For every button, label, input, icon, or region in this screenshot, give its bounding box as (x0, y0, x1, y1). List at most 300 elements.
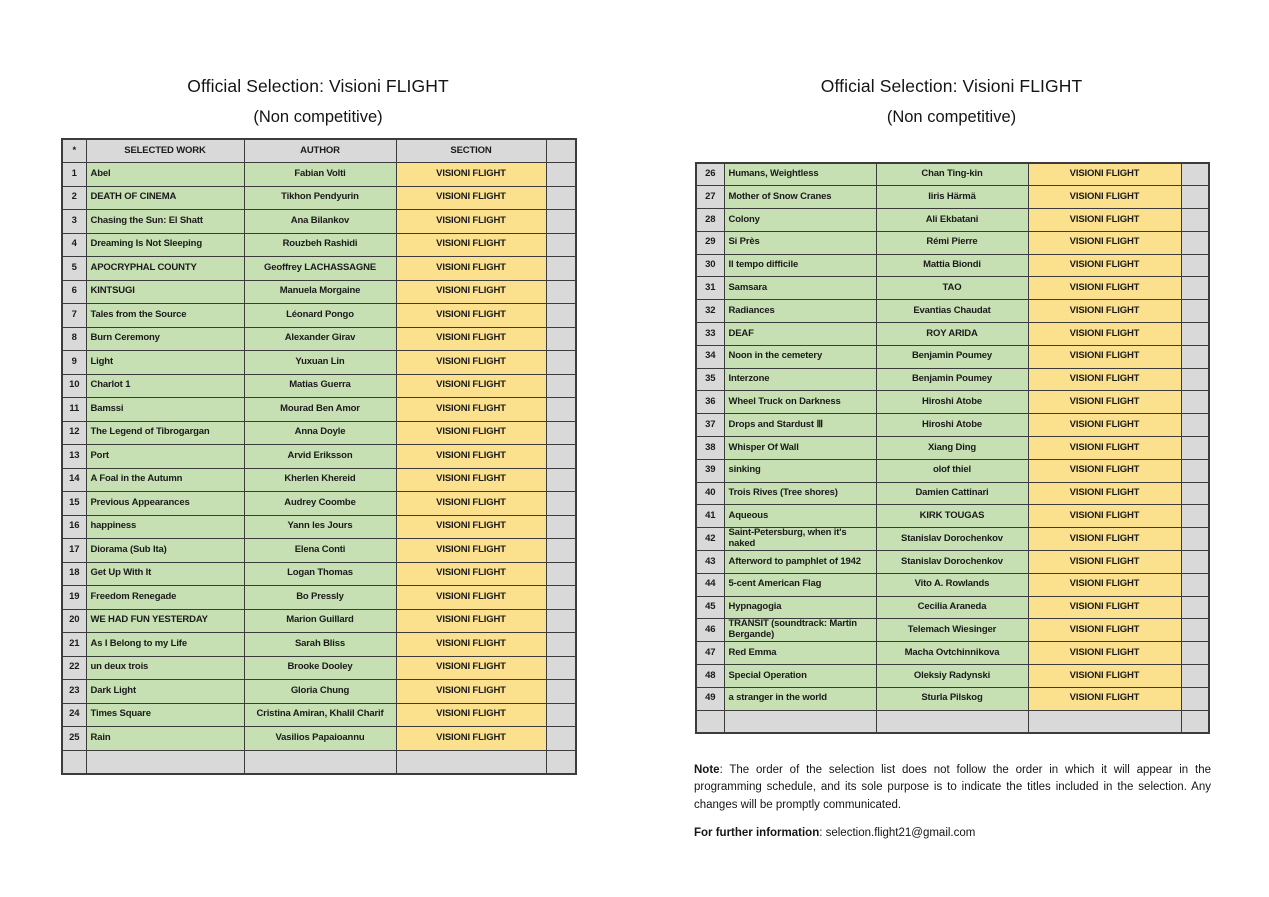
spacer-cell (1181, 391, 1209, 414)
table-row (696, 482, 1209, 505)
author-cell: Stanislav Dorochenkov (876, 551, 1028, 574)
table-row (696, 596, 1209, 619)
row-number-cell: 28 (696, 209, 724, 232)
table-row (696, 368, 1209, 391)
spacer-cell (546, 656, 576, 680)
author-cell: Hiroshi Atobe (876, 414, 1028, 437)
empty-cell (876, 710, 1028, 733)
work-cell: Freedom Renegade (86, 586, 244, 610)
contact-label: For further information (694, 826, 820, 839)
section-cell: VISIONI FLIGHT (1028, 391, 1181, 414)
empty-cell (696, 710, 724, 733)
spacer-cell (546, 280, 576, 304)
spacer-cell (546, 727, 576, 751)
spacer-cell (546, 374, 576, 398)
section-cell: VISIONI FLIGHT (396, 492, 546, 516)
author-cell: Mattia Biondi (876, 254, 1028, 277)
table-row (62, 680, 576, 704)
row-number-cell: 3 (62, 210, 86, 234)
row-number-cell: 1 (62, 163, 86, 187)
author-cell: Sarah Bliss (244, 633, 396, 657)
spacer-cell (546, 586, 576, 610)
row-number-cell: 36 (696, 391, 724, 414)
footer-note (694, 762, 1211, 842)
section-cell: VISIONI FLIGHT (396, 280, 546, 304)
author-cell: Yann les Jours (244, 515, 396, 539)
work-cell: Tales from the Source (86, 304, 244, 328)
table-row (62, 445, 576, 469)
row-number-cell: 26 (696, 163, 724, 186)
row-number-cell: 30 (696, 254, 724, 277)
author-cell: Hiroshi Atobe (876, 391, 1028, 414)
work-cell: 5-cent American Flag (724, 573, 876, 596)
work-cell: Wheel Truck on Darkness (724, 391, 876, 414)
spacer-cell (1181, 687, 1209, 710)
table-row (62, 280, 576, 304)
selection-table-right (695, 162, 1210, 734)
row-number-cell: 39 (696, 459, 724, 482)
work-cell: Diorama (Sub Ita) (86, 539, 244, 563)
work-cell: Radiances (724, 300, 876, 323)
author-cell: Stanislav Dorochenkov (876, 528, 1028, 551)
work-cell: Si Près (724, 231, 876, 254)
spacer-cell (546, 233, 576, 257)
work-cell: Rain (86, 727, 244, 751)
spacer-cell (546, 398, 576, 422)
spacer-cell (546, 468, 576, 492)
author-cell: Damien Cattinari (876, 482, 1028, 505)
table-row (696, 345, 1209, 368)
spacer-cell (546, 515, 576, 539)
row-number-cell: 31 (696, 277, 724, 300)
section-cell: VISIONI FLIGHT (396, 186, 546, 210)
table-row (696, 277, 1209, 300)
work-cell: Get Up With It (86, 562, 244, 586)
table-row (696, 163, 1209, 186)
author-cell: Audrey Coombe (244, 492, 396, 516)
work-cell: Port (86, 445, 244, 469)
spacer-cell (546, 445, 576, 469)
table-row (62, 609, 576, 633)
spacer-cell (546, 703, 576, 727)
empty-cell (244, 750, 396, 774)
spacer-cell (546, 351, 576, 375)
work-cell: Previous Appearances (86, 492, 244, 516)
table-row (696, 437, 1209, 460)
row-number-cell: 23 (62, 680, 86, 704)
section-cell: VISIONI FLIGHT (396, 515, 546, 539)
row-number-cell: 12 (62, 421, 86, 445)
row-number-cell: 9 (62, 351, 86, 375)
row-number-cell: 46 (696, 619, 724, 642)
row-number-cell: 19 (62, 586, 86, 610)
author-cell: Tikhon Pendyurin (244, 186, 396, 210)
row-number-cell: 29 (696, 231, 724, 254)
row-number-cell: 24 (62, 703, 86, 727)
section-cell: VISIONI FLIGHT (1028, 528, 1181, 551)
work-cell: Afterword to pamphlet of 1942 (724, 551, 876, 574)
row-number-cell: 25 (62, 727, 86, 751)
author-cell: olof thiel (876, 459, 1028, 482)
left-page-subtitle: (Non competitive) (253, 108, 383, 126)
empty-row (62, 750, 576, 774)
work-cell: a stranger in the world (724, 687, 876, 710)
section-cell: VISIONI FLIGHT (1028, 186, 1181, 209)
section-cell: VISIONI FLIGHT (396, 374, 546, 398)
section-cell: VISIONI FLIGHT (396, 421, 546, 445)
work-cell: Chasing the Sun: El Shatt (86, 210, 244, 234)
section-cell: VISIONI FLIGHT (396, 633, 546, 657)
spacer-cell (546, 609, 576, 633)
author-cell: Xiang Ding (876, 437, 1028, 460)
table-row (62, 586, 576, 610)
section-cell: VISIONI FLIGHT (396, 233, 546, 257)
empty-cell (62, 750, 86, 774)
spacer-cell (546, 257, 576, 281)
row-number-cell: 14 (62, 468, 86, 492)
work-cell: A Foal in the Autumn (86, 468, 244, 492)
author-cell: TAO (876, 277, 1028, 300)
empty-cell (546, 750, 576, 774)
table-row (62, 562, 576, 586)
work-cell: Burn Ceremony (86, 327, 244, 351)
author-cell: Brooke Dooley (244, 656, 396, 680)
row-number-cell: 33 (696, 323, 724, 346)
row-number-cell: 16 (62, 515, 86, 539)
spacer-cell (546, 633, 576, 657)
table-row (696, 231, 1209, 254)
table-row (696, 687, 1209, 710)
note-label: Note (694, 764, 720, 776)
work-cell: Special Operation (724, 665, 876, 688)
section-cell: VISIONI FLIGHT (1028, 665, 1181, 688)
spacer-cell (1181, 528, 1209, 551)
spacer-cell (1181, 345, 1209, 368)
table-row (62, 257, 576, 281)
section-cell: VISIONI FLIGHT (1028, 345, 1181, 368)
row-number-cell: 48 (696, 665, 724, 688)
work-cell: DEAF (724, 323, 876, 346)
work-cell: DEATH OF CINEMA (86, 186, 244, 210)
table-row (696, 391, 1209, 414)
table-row (696, 300, 1209, 323)
row-number-cell: 15 (62, 492, 86, 516)
section-cell: VISIONI FLIGHT (1028, 573, 1181, 596)
note-text: : The order of the selection list does not follow the order in which it will appear in the programming schedule, and its sole purpose is to indicate the titles included in the selection. Any changes will be promptly communicated. (694, 764, 1211, 811)
author-cell: Anna Doyle (244, 421, 396, 445)
section-cell: VISIONI FLIGHT (1028, 231, 1181, 254)
author-cell: Matias Guerra (244, 374, 396, 398)
section-cell: VISIONI FLIGHT (396, 468, 546, 492)
author-cell: Benjamin Poumey (876, 345, 1028, 368)
author-cell: Oleksiy Radynski (876, 665, 1028, 688)
table-row (696, 642, 1209, 665)
table-row (62, 210, 576, 234)
row-number-cell: 8 (62, 327, 86, 351)
table-row (62, 327, 576, 351)
section-cell: VISIONI FLIGHT (1028, 459, 1181, 482)
work-cell: Dreaming Is Not Sleeping (86, 233, 244, 257)
row-number-cell: 44 (696, 573, 724, 596)
section-cell: VISIONI FLIGHT (396, 210, 546, 234)
work-cell: The Legend of Tibrogargan (86, 421, 244, 445)
section-cell: VISIONI FLIGHT (396, 257, 546, 281)
section-cell: VISIONI FLIGHT (396, 163, 546, 187)
table-row (62, 633, 576, 657)
row-number-cell: 38 (696, 437, 724, 460)
section-cell: VISIONI FLIGHT (1028, 551, 1181, 574)
section-cell: VISIONI FLIGHT (396, 445, 546, 469)
table-row (696, 505, 1209, 528)
table-row (62, 374, 576, 398)
row-number-cell: 37 (696, 414, 724, 437)
right-page-subtitle: (Non competitive) (886, 108, 1017, 126)
row-number-cell: 47 (696, 642, 724, 665)
work-cell: Dark Light (86, 680, 244, 704)
section-cell: VISIONI FLIGHT (1028, 687, 1181, 710)
spacer-cell (546, 492, 576, 516)
work-cell: Abel (86, 163, 244, 187)
table-header-row (62, 139, 576, 163)
section-cell: VISIONI FLIGHT (1028, 642, 1181, 665)
contact-line (694, 825, 1211, 842)
row-number-cell: 5 (62, 257, 86, 281)
work-cell: sinking (724, 459, 876, 482)
work-cell: Humans, Weightless (724, 163, 876, 186)
spacer-cell (1181, 300, 1209, 323)
author-cell: Rouzbeh Rashidi (244, 233, 396, 257)
author-cell: Ali Ekbatani (876, 209, 1028, 232)
author-cell: Macha Ovtchinnikova (876, 642, 1028, 665)
table-row (62, 186, 576, 210)
author-cell: Vasilios Papaioannu (244, 727, 396, 751)
row-number-cell: 20 (62, 609, 86, 633)
author-cell: Léonard Pongo (244, 304, 396, 328)
work-cell: Interzone (724, 368, 876, 391)
spacer-cell (546, 327, 576, 351)
spacer-cell (1181, 573, 1209, 596)
section-cell: VISIONI FLIGHT (1028, 596, 1181, 619)
section-cell: VISIONI FLIGHT (1028, 414, 1181, 437)
spacer-cell (1181, 368, 1209, 391)
row-number-cell: 13 (62, 445, 86, 469)
section-cell: VISIONI FLIGHT (396, 539, 546, 563)
author-cell: Logan Thomas (244, 562, 396, 586)
row-number-cell: 2 (62, 186, 86, 210)
table-row (62, 351, 576, 375)
section-cell: VISIONI FLIGHT (1028, 482, 1181, 505)
left-page-title: Official Selection: Visioni FLIGHT (187, 76, 449, 96)
spacer-cell (1181, 459, 1209, 482)
author-cell: Cecilia Araneda (876, 596, 1028, 619)
table-row (696, 551, 1209, 574)
section-cell: VISIONI FLIGHT (396, 398, 546, 422)
row-number-cell: 45 (696, 596, 724, 619)
work-cell: Times Square (86, 703, 244, 727)
section-cell: VISIONI FLIGHT (1028, 254, 1181, 277)
author-cell: Ana Bilankov (244, 210, 396, 234)
empty-cell (1028, 710, 1181, 733)
author-cell: Sturla Pilskog (876, 687, 1028, 710)
work-cell: Samsara (724, 277, 876, 300)
table-row (62, 398, 576, 422)
section-cell: VISIONI FLIGHT (1028, 437, 1181, 460)
work-cell: Drops and Stardust Ⅲ (724, 414, 876, 437)
spacer-cell (1181, 437, 1209, 460)
table-row (62, 539, 576, 563)
spacer-cell (546, 539, 576, 563)
work-cell: Hypnagogia (724, 596, 876, 619)
table-row (696, 573, 1209, 596)
work-cell: KINTSUGI (86, 280, 244, 304)
section-cell: VISIONI FLIGHT (396, 703, 546, 727)
author-cell: Marion Guillard (244, 609, 396, 633)
table-row (62, 727, 576, 751)
author-cell: Manuela Morgaine (244, 280, 396, 304)
selection-table-left (61, 138, 577, 775)
table-row (696, 254, 1209, 277)
spacer-cell (546, 186, 576, 210)
author-cell: Rémi Pierre (876, 231, 1028, 254)
section-cell: VISIONI FLIGHT (396, 680, 546, 704)
work-cell: Charlot 1 (86, 374, 244, 398)
spacer-cell (1181, 596, 1209, 619)
spacer-cell (1181, 619, 1209, 642)
author-cell: Alexander Girav (244, 327, 396, 351)
section-cell: VISIONI FLIGHT (396, 327, 546, 351)
section-cell: VISIONI FLIGHT (396, 562, 546, 586)
work-cell: Saint-Petersburg, when it's naked (724, 528, 876, 551)
author-cell: Telemach Wiesinger (876, 619, 1028, 642)
column-header-selected-work: SELECTED WORK (86, 139, 244, 163)
row-number-cell: 27 (696, 186, 724, 209)
row-number-cell: 11 (62, 398, 86, 422)
work-cell: Noon in the cemetery (724, 345, 876, 368)
contact-email: : selection.flight21@gmail.com (819, 826, 976, 839)
spacer-cell (546, 304, 576, 328)
column-header-section: SECTION (396, 139, 546, 163)
row-number-cell: 49 (696, 687, 724, 710)
column-header-number: * (62, 139, 86, 163)
table-row (696, 323, 1209, 346)
table-row (62, 515, 576, 539)
row-number-cell: 41 (696, 505, 724, 528)
table-row (62, 233, 576, 257)
author-cell: Iiris Härmä (876, 186, 1028, 209)
spacer-cell (1181, 163, 1209, 186)
section-cell: VISIONI FLIGHT (1028, 300, 1181, 323)
row-number-cell: 6 (62, 280, 86, 304)
spacer-cell (1181, 505, 1209, 528)
section-cell: VISIONI FLIGHT (1028, 209, 1181, 232)
work-cell: As I Belong to my Life (86, 633, 244, 657)
author-cell: Evantias Chaudat (876, 300, 1028, 323)
row-number-cell: 42 (696, 528, 724, 551)
spacer-cell (546, 562, 576, 586)
author-cell: Fabian Volti (244, 163, 396, 187)
spacer-cell (546, 421, 576, 445)
table-row (696, 209, 1209, 232)
section-cell: VISIONI FLIGHT (1028, 368, 1181, 391)
work-cell: Mother of Snow Cranes (724, 186, 876, 209)
spacer-cell (1181, 323, 1209, 346)
section-cell: VISIONI FLIGHT (1028, 277, 1181, 300)
work-cell: Red Emma (724, 642, 876, 665)
spacer-cell (546, 680, 576, 704)
author-cell: Elena Conti (244, 539, 396, 563)
table-row (696, 414, 1209, 437)
empty-cell (724, 710, 876, 733)
work-cell: Whisper Of Wall (724, 437, 876, 460)
spacer-cell (546, 210, 576, 234)
section-cell: VISIONI FLIGHT (396, 304, 546, 328)
spacer-cell (1181, 482, 1209, 505)
work-cell: Trois Rives (Tree shores) (724, 482, 876, 505)
work-cell: Colony (724, 209, 876, 232)
table-row (696, 619, 1209, 642)
author-cell: Gloria Chung (244, 680, 396, 704)
work-cell: Aqueous (724, 505, 876, 528)
right-page-title: Official Selection: Visioni FLIGHT (820, 76, 1083, 96)
work-cell: APOCRYPHAL COUNTY (86, 257, 244, 281)
author-cell: Mourad Ben Amor (244, 398, 396, 422)
section-cell: VISIONI FLIGHT (1028, 505, 1181, 528)
row-number-cell: 17 (62, 539, 86, 563)
column-header-spacer (546, 139, 576, 163)
table-row (62, 492, 576, 516)
work-cell: WE HAD FUN YESTERDAY (86, 609, 244, 633)
table-row (62, 421, 576, 445)
table-row (696, 186, 1209, 209)
row-number-cell: 21 (62, 633, 86, 657)
author-cell: Geoffrey LACHASSAGNE (244, 257, 396, 281)
author-cell: Kherlen Khereid (244, 468, 396, 492)
row-number-cell: 4 (62, 233, 86, 257)
work-cell: Light (86, 351, 244, 375)
note-paragraph (694, 762, 1211, 814)
author-cell: Arvid Eriksson (244, 445, 396, 469)
empty-cell (1181, 710, 1209, 733)
row-number-cell: 18 (62, 562, 86, 586)
row-number-cell: 40 (696, 482, 724, 505)
row-number-cell: 10 (62, 374, 86, 398)
empty-cell (86, 750, 244, 774)
row-number-cell: 32 (696, 300, 724, 323)
work-cell: un deux trois (86, 656, 244, 680)
spacer-cell (1181, 277, 1209, 300)
author-cell: Chan Ting-kin (876, 163, 1028, 186)
author-cell: Vito A. Rowlands (876, 573, 1028, 596)
section-cell: VISIONI FLIGHT (1028, 163, 1181, 186)
table-row (62, 656, 576, 680)
section-cell: VISIONI FLIGHT (396, 727, 546, 751)
section-cell: VISIONI FLIGHT (396, 656, 546, 680)
table-row (696, 528, 1209, 551)
spacer-cell (1181, 414, 1209, 437)
author-cell: Benjamin Poumey (876, 368, 1028, 391)
spacer-cell (1181, 231, 1209, 254)
author-cell: KIRK TOUGAS (876, 505, 1028, 528)
section-cell: VISIONI FLIGHT (396, 586, 546, 610)
row-number-cell: 35 (696, 368, 724, 391)
spacer-cell (1181, 186, 1209, 209)
spacer-cell (546, 163, 576, 187)
spacer-cell (1181, 254, 1209, 277)
spacer-cell (1181, 642, 1209, 665)
empty-cell (396, 750, 546, 774)
table-row (62, 304, 576, 328)
spacer-cell (1181, 665, 1209, 688)
